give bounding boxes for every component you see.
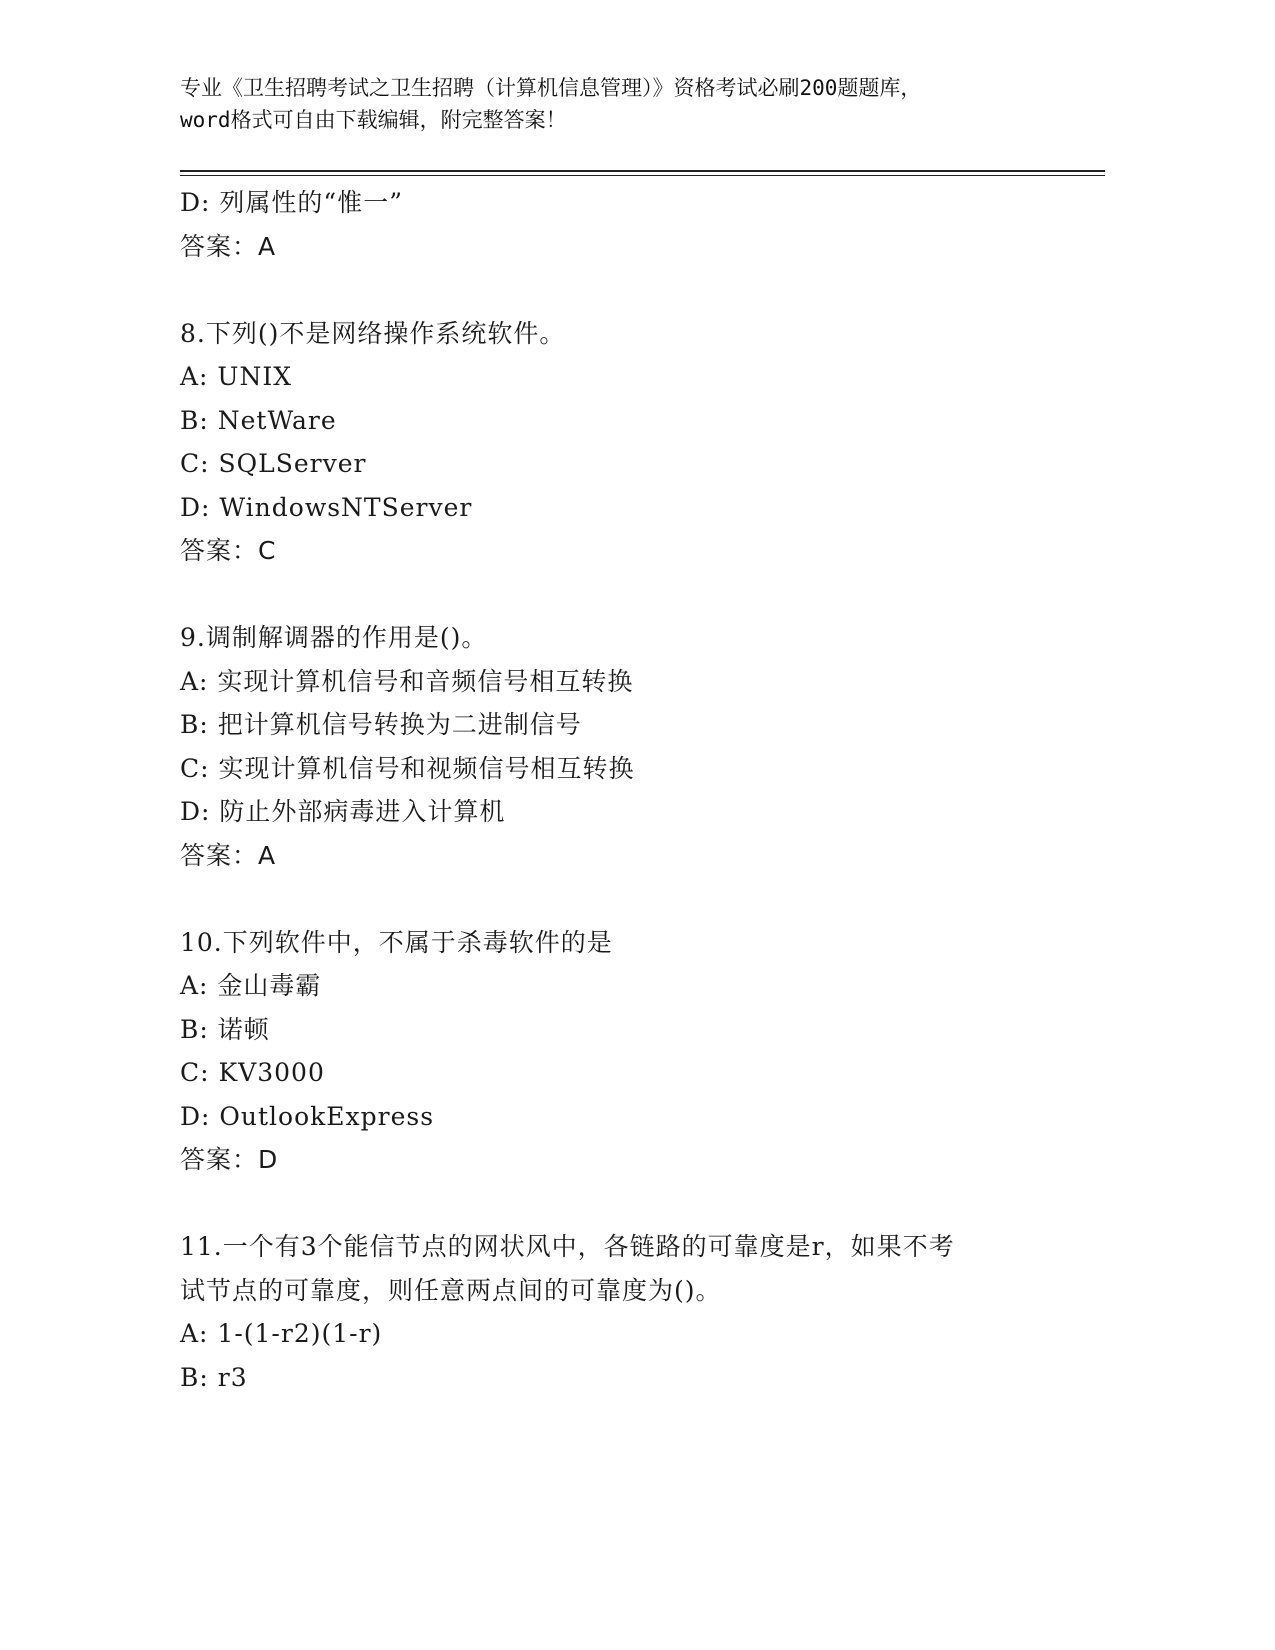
option-b: B: 把计算机信号转换为二进制信号 [180,710,582,739]
question-text: 9.调制解调器的作用是()。 [180,623,488,652]
answer-line: 答案：A [180,840,277,870]
option-b: B: r3 [180,1362,248,1392]
option-d: D: 防止外部病毒进入计算机 [180,797,506,826]
option-a: A: 实现计算机信号和音频信号相互转换 [180,666,634,696]
answer-line: 答案：A [180,231,277,261]
option-c: C: KV3000 [180,1058,325,1087]
header-divider-top [180,170,1105,172]
spacer [180,877,1110,921]
question-list [180,181,1110,1399]
answer-line: 答案：C [180,536,277,565]
answer-line: 答案：D [180,1145,279,1174]
spacer [180,268,1110,312]
option-a: A: 金山毒霸 [180,971,322,1000]
question-text-line-1: 11.一个有3个能信节点的网状风中，各链路的可靠度是r，如果不考 [180,1232,955,1261]
question-block-prev [180,181,1110,268]
option-a: A: 1-(1-r2)(1-r) [180,1319,383,1348]
spacer [180,1182,1110,1226]
option-d: D: OutlookExpress [180,1101,435,1131]
question-block-11 [180,1225,1110,1399]
header-divider-bottom [180,175,1105,176]
option-a: A: UNIX [180,362,293,391]
question-block-8 [180,312,1110,573]
header-line-1: 专业《卫生招聘考试之卫生招聘（计算机信息管理）》资格考试必刷200题题库， [180,76,922,100]
option-c: C: 实现计算机信号和视频信号相互转换 [180,753,635,783]
option-c: C: SQLServer [180,449,367,478]
option-b: B: 诺顿 [180,1014,270,1044]
header-line-2: word格式可自由下载编辑，附完整答案！ [180,108,567,132]
question-block-10 [180,921,1110,1182]
spacer [180,573,1110,617]
option-d: D: WindowsNTServer [180,492,473,522]
option-b: B: NetWare [180,405,337,435]
question-text-line-2: 试节点的可靠度，则任意两点间的可靠度为()。 [180,1275,722,1305]
document-header [180,72,1080,136]
question-text: 8.下列()不是网络操作系统软件。 [180,318,566,348]
option-d: D: 列属性的“惟一” [180,188,403,217]
question-block-9 [180,616,1110,877]
question-text: 10.下列软件中，不属于杀毒软件的是 [180,927,613,957]
